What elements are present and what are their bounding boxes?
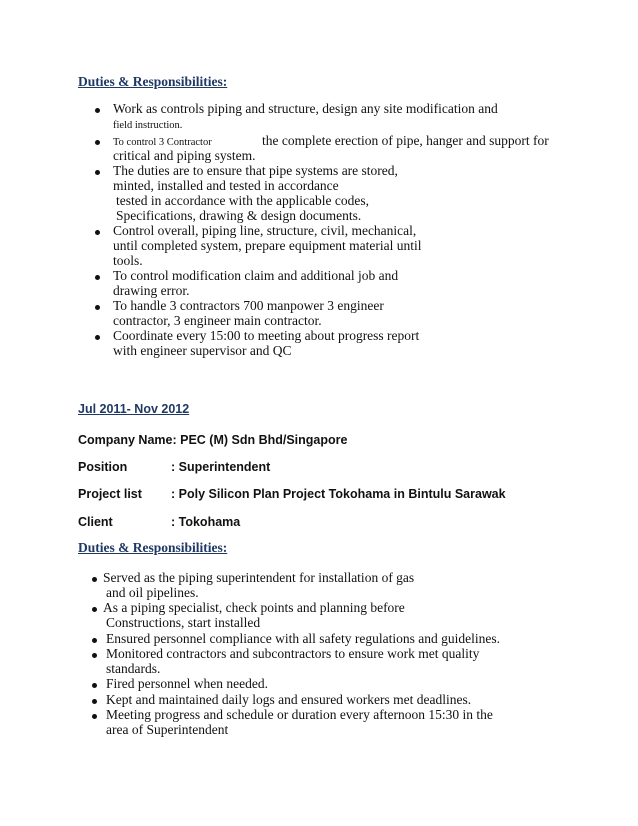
project-value: : Poly Silicon Plan Project Tokohama in Bintulu Sarawak xyxy=(171,487,506,501)
duty-line: Work as controls piping and structure, design any site modification and xyxy=(113,101,498,116)
bullet-icon xyxy=(92,607,97,612)
bullet-icon xyxy=(92,577,97,582)
bullet-icon xyxy=(95,335,100,340)
bullet-icon xyxy=(92,699,97,704)
duty-line: tested in accordance with the applicable codes, xyxy=(116,193,370,208)
bullet-icon xyxy=(95,140,100,145)
duties-heading-2: Duties & Responsibilities: xyxy=(78,540,228,555)
duty-line: contractor, 3 engineer main contractor. xyxy=(113,313,322,328)
duty-line: and oil pipelines. xyxy=(106,585,199,600)
duty-line: Control overall, piping line, structure, civil, mechanical, xyxy=(113,223,417,238)
duty-line: To handle 3 contractors 700 manpower 3 engineer xyxy=(113,298,384,313)
duty-line: As a piping specialist, check points and planning before xyxy=(103,600,405,615)
project-label: Project list xyxy=(78,487,142,501)
duty-line: To control 3 Contractor xyxy=(113,137,212,148)
bullet-icon xyxy=(95,108,100,113)
bullet-icon xyxy=(95,230,100,235)
duty-line: minted, installed and tested in accordance xyxy=(113,178,339,193)
duty-line: Fired personnel when needed. xyxy=(106,676,268,691)
duty-line: Served as the piping superintendent for installation of gas xyxy=(103,570,415,585)
bullet-icon xyxy=(92,714,97,719)
duty-line: until completed system, prepare equipment material until xyxy=(113,238,422,253)
duty-line: area of Superintendent xyxy=(106,722,229,737)
bullet-icon xyxy=(95,275,100,280)
client-value: : Tokohama xyxy=(171,515,241,529)
duty-line: Meeting progress and schedule or duration every afternoon 15:30 in the xyxy=(106,707,493,722)
duty-line: Specifications, drawing & design documents. xyxy=(116,208,362,223)
bullet-icon xyxy=(95,170,100,175)
duty-line: To control modification claim and additional job and xyxy=(113,268,399,283)
bullet-icon xyxy=(92,638,97,643)
duty-line: standards. xyxy=(106,661,161,676)
duty-line: tools. xyxy=(113,253,143,268)
duty-line: the complete erection of pipe, hanger and support for xyxy=(262,133,549,148)
position-label: Position xyxy=(78,460,128,474)
bullet-icon xyxy=(95,305,100,310)
duty-line: Coordinate every 15:00 to meeting about progress report xyxy=(113,328,420,343)
duty-line: with engineer supervisor and QC xyxy=(113,343,292,358)
duty-line: drawing error. xyxy=(113,283,190,298)
duty-line: field instruction. xyxy=(113,120,183,131)
job-dates: Jul 2011- Nov 2012 xyxy=(78,402,190,416)
position-value: : Superintendent xyxy=(171,460,271,474)
duty-line: Kept and maintained daily logs and ensured workers met deadlines. xyxy=(106,692,472,707)
duty-line: Monitored contractors and subcontractors to ensure work met quality xyxy=(106,646,480,661)
bullet-icon xyxy=(92,683,97,688)
duty-line: Constructions, start installed xyxy=(106,615,261,630)
bullet-icon xyxy=(92,653,97,658)
duty-line: The duties are to ensure that pipe systems are stored, xyxy=(113,163,398,178)
duties-heading-1: Duties & Responsibilities: xyxy=(78,74,228,89)
duty-line: Ensured personnel compliance with all safety regulations and guidelines. xyxy=(106,631,501,646)
client-label: Client xyxy=(78,515,113,529)
duty-line: critical and piping system. xyxy=(113,148,256,163)
company-name: Company Name: PEC (M) Sdn Bhd/Singapore xyxy=(78,433,348,447)
